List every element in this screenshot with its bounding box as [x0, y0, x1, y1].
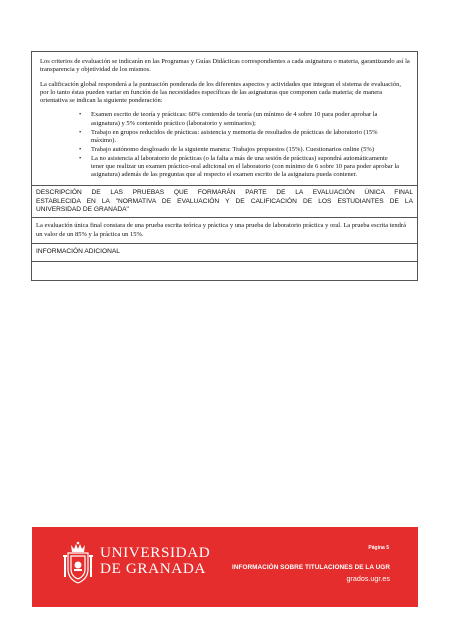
- info-heading: INFORMACIÓN ADICIONAL: [32, 244, 417, 262]
- criteria-cell: [32, 52, 417, 186]
- unica-heading: [32, 186, 417, 218]
- unica-heading-line-2: ESTABLECIDA EN LA "NORMATIVA DE EVALUACIÓN Y DE CALIFICACIÓN DE LOS ESTUDIANTES DE LA: [36, 197, 413, 205]
- university-name-line-2: DE GRANADA: [100, 560, 206, 577]
- info-title: INFORMACIÓN SOBRE TITULACIONES DE LA UGR: [232, 564, 390, 571]
- criteria-paragraph-1: Los criterios de evaluación se indicarán en las Programas y Guías Didácticas correspondientes a cada asignatura o materia, garantizando así la transparencia y objetividad de los mismos.: [40, 58, 410, 74]
- list-item: • Examen escrito de teoría y prácticas: 60% contenido de teoría (un mínimo de 4 sobre 10 para poder aprobar la asignatura) y 5% contenido práctico (laboratorio y seminarios);: [91, 111, 411, 127]
- unica-text: La evaluación única final constara de una prueba escrita teórica y práctica y una prueba de laboratorio práctica y oral. La prueba escrita tendrá un valor de un 85% y la práctica un 15%.: [36, 222, 406, 238]
- page-number: Página 5: [368, 545, 389, 551]
- university-crest-icon: [62, 541, 94, 585]
- unica-cell: [32, 218, 417, 244]
- info-content: [32, 262, 417, 280]
- footer-banner: [32, 527, 418, 607]
- unica-heading-line-1: DESCRIPCIÓN DE LAS PRUEBAS QUE FORMARÁN PARTE DE LA EVALUACIÓN ÚNICA FINAL: [36, 189, 413, 197]
- list-item: • Trabajo en grupos reducidos de prácticas: asistencia y memoria de resultados de prácticas de laboratorio (15% máximo).: [91, 129, 411, 145]
- list-item: • Trabajo autónomo desglosado de la siguiente manera: Trabajos propuestos (15%). Cuestionarios online (5%): [91, 146, 411, 154]
- evaluation-table: [31, 51, 418, 281]
- university-name: [100, 545, 210, 577]
- website-link[interactable]: grados.ugr.es: [346, 574, 390, 583]
- weighting-list: [40, 111, 411, 179]
- list-item: • La no asistencia al laboratorio de prácticas (o la falta a más de una sesión de prácticas) supondrá automáticamente tener que realizar un examen práctico-oral adicional en el laboratorio (con mínimo de 6 sobre 10 para poder aprobar la asignatura) además de las preguntas que al respecto el examen escrito de la asignatura pueda contener.: [91, 155, 411, 179]
- university-name-line-1: UNIVERSIDAD: [100, 544, 211, 561]
- criteria-paragraph-2: La calificación global responderá a la puntuación ponderada de los diferentes aspectos y actividades que integran el sistema de evaluación, por lo tanto éstas pueden variar en función de las necesidades específicas de las asignaturas que componen cada materia; de manera orientativa se indican la siguiente ponderación:: [40, 80, 401, 105]
- unica-heading-line-3: UNIVERSIDAD DE GRANADA": [36, 206, 129, 214]
